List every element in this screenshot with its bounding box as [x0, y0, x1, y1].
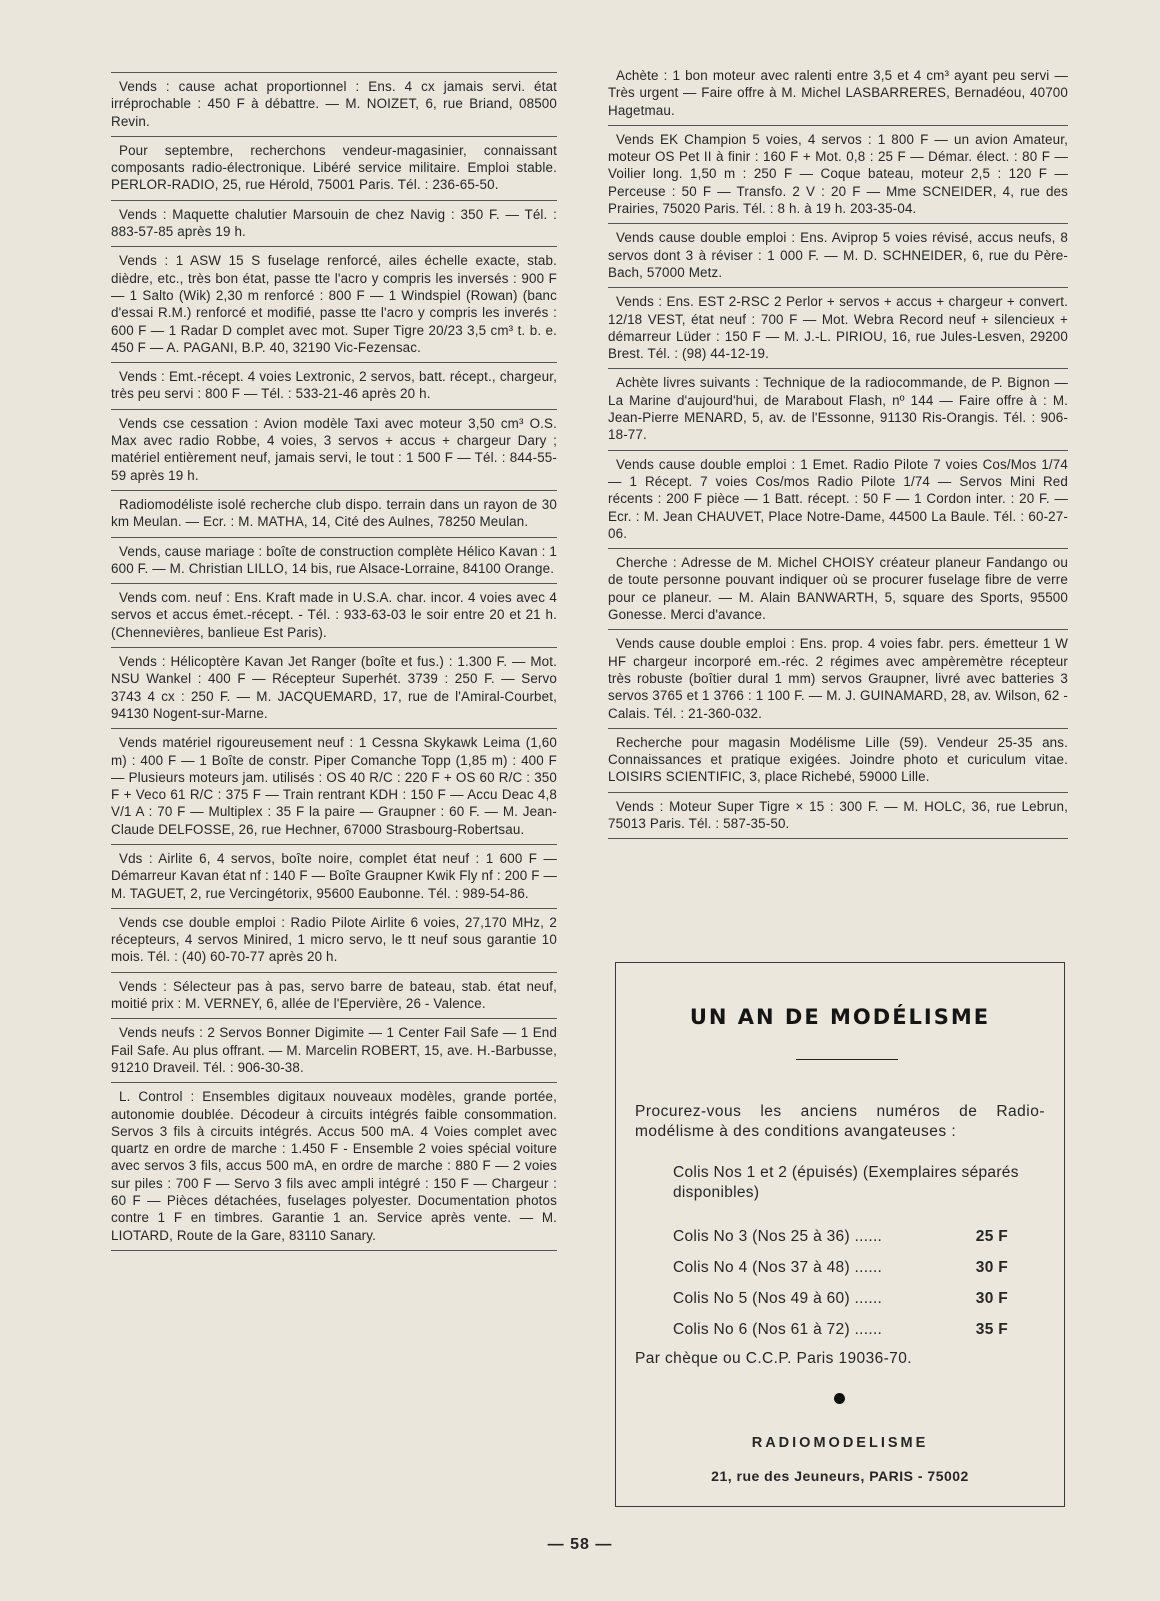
- classified-ad: Vends : Ens. EST 2-RSC 2 Perlor + servos + accus + chargeur + convert. 12/18 VEST, état neuf : 700 F — Mot. Webra Record neuf + silencieux + démarreur Lüder : 150 F — M. J.-L. PIRIOU, 16, rue Jules-Lesven, 29200 Brest. Tél. : (98) 44-12-19.: [608, 287, 1068, 368]
- subscription-box: [615, 962, 1065, 1507]
- classified-ad: Vends cause double emploi : Ens. prop. 4 voies fabr. pers. émetteur 1 W HF chargeur incorporé em.-réc. 2 régimes avec ampèremètre récepteur très robuste (boîtier dural 1 mm) servos Graupner, livré avec batteries 3 servos 3765 et 1 3766 : 1 100 F. — M. J. GUINAMARD, 28, av. Wilson, 62 - Calais. Tél. : 21-360-032.: [608, 629, 1068, 727]
- box-intro: Procurez-vous les anciens numéros de Radio-modélisme à des conditions avangateuses :: [635, 1103, 1045, 1140]
- left-column: [111, 72, 557, 1251]
- payment-info: Par chèque ou C.C.P. Paris 19036-70.: [635, 1350, 912, 1367]
- colis-row: [673, 1259, 1008, 1281]
- classified-ad: Radiomodéliste isolé recherche club dispo. terrain dans un rayon de 30 km Meulan. — Ecr. : M. MATHA, 14, Cité des Aulnes, 78250 Meulan.: [111, 490, 557, 537]
- publisher-name: RADIOMODELISME: [751, 1435, 929, 1451]
- box-title: UN AN DE MODÉLISME: [689, 1005, 991, 1029]
- title-divider: [796, 1059, 898, 1060]
- classified-ad: Vends : Sélecteur pas à pas, servo barre de bateau, stab. état neuf, moitié prix : M. VERNEY, 6, allée de l'Epervière, 26 - Valence.: [111, 972, 557, 1019]
- classified-ad: Vends : Emt.-récept. 4 voies Lextronic, 2 servos, batt. récept., chargeur, très peu servi : 800 F — Tél. : 533-21-46 après 20 h.: [111, 362, 557, 409]
- colis-price: 35 F: [975, 1321, 1008, 1338]
- classified-ad: Vends neufs : 2 Servos Bonner Digimite — 1 Center Fail Safe — 1 End Fail Safe. Au plus offrant. — M. Marcelin ROBERT, 15, ave. H.-Barbusse, 91210 Draveil. Tél. : 906-30-38.: [111, 1018, 557, 1082]
- classified-ad: Cherche : Adresse de M. Michel CHOISY créateur planeur Fandango ou de toute personne pouvant indiquer où se procurer fuselage fibre de verre pour ce planeur. — M. Alain BANWARTH, 5, square des Sports, 95500 Gonesse. Merci d'avance.: [608, 548, 1068, 629]
- classified-ad: Pour septembre, recherchons vendeur-magasinier, connaissant composants radio-électronique. Libéré service militaire. Emploi stable. PERLOR-RADIO, 25, rue Hérold, 75001 Paris. Tél. : 236-65-50.: [111, 136, 557, 200]
- classified-ad: Vends EK Champion 5 voies, 4 servos : 1 800 F — un avion Amateur, moteur OS Pet II à finir : 160 F + Mot. 0,8 : 25 F — Démar. élect. : 80 F — Voilier long. 1,50 m : 250 F — Coque bateau, moteur 2,5 : 120 F — Perceuse : 50 F — Transfo. 2 V : 20 F — Mme SCNEIDER, 4, rue des Prairies, 75020 Paris. Tél. : 8 h. à 19 h. 203-35-04.: [608, 125, 1068, 223]
- classified-ad: Achète : 1 bon moteur avec ralenti entre 3,5 et 4 cm³ ayant peu servi — Très urgent — Faire offre à M. Michel LASBARRERES, Bernadéou, 40700 Hagetmau.: [608, 68, 1068, 118]
- classified-ad: Vends cause double emploi : 1 Emet. Radio Pilote 7 voies Cos/Mos 1/74 — 1 Récept. 7 voies Cos/mos Radio Pilote 1/74 — Servos Mini Red récents : 200 F pièce — 1 Batt. récept. : 50 F — 1 Cordon inter. : 20 F. — Ecr. : M. Jean CHAUVET, Place Notre-Dame, 44500 La Baule. Tél. : 60-27-06.: [608, 450, 1068, 548]
- classified-ad: Vends, cause mariage : boîte de construction complète Hélico Kavan : 1 600 F. — M. Christian LILLO, 14 bis, rue Alsace-Lorraine, 84100 Orange.: [111, 537, 557, 584]
- colis-row: [673, 1321, 1008, 1343]
- classified-ad: Vends cse double emploi : Radio Pilote Airlite 6 voies, 27,170 MHz, 2 récepteurs, 4 servos Minired, 1 micro servo, le tt neuf sous garantie 10 mois. Tél. : (40) 60-70-77 après 20 h.: [111, 908, 557, 972]
- page-number: — 58 —: [547, 1536, 613, 1553]
- classified-ad: Vends : cause achat proportionnel : Ens. 4 cx jamais servi. état irréprochable : 450 F à débattre. — M. NOIZET, 6, rue Briand, 08500 Revin.: [111, 72, 557, 136]
- colis-price: 30 F: [975, 1259, 1008, 1276]
- classified-ad: Vends : 1 ASW 15 S fuselage renforcé, ailes échelle exacte, stab. dièdre, etc., très bon état, passe tte l'acro y compris les inversés : 900 F — 1 Salto (Wik) 2,30 m renforcé : 800 F — 1 Windspiel (Rowan) (banc d'essai R.M.) renforcé et modifié, passe tte l'acro y compris les inverés : 600 F — 1 Radar D complet avec mot. Super Tigre 20/23 3,5 cm³ t. b. e. 450 F — A. PAGANI, B.P. 40, 32190 Vic-Fezensac.: [111, 246, 557, 362]
- colis-price: 30 F: [975, 1290, 1008, 1307]
- colis-sold-out: Colis Nos 1 et 2 (épuisés) (Exemplaires séparés disponibles): [673, 1164, 1019, 1201]
- classified-ad: Vends : Moteur Super Tigre × 15 : 300 F. — M. HOLC, 36, rue Lebrun, 75013 Paris. Tél. : 587-35-50.: [608, 792, 1068, 840]
- colis-label: Colis No 3 (Nos 25 à 36) ......: [673, 1228, 883, 1245]
- classified-ad: Achète livres suivants : Technique de la radiocommande, de P. Bignon — La Marine d'aujourd'hui, de Marabout Flash, nº 144 — Faire offre à : M. Jean-Pierre MENARD, 5, av. de l'Essonne, 91130 Ris-Orangis. Tél. : 906-18-77.: [608, 368, 1068, 449]
- classified-ad: Recherche pour magasin Modélisme Lille (59). Vendeur 25-35 ans. Connaissances et pratique exigées. Joindre photo et curiculum vitae. LOISIRS SCIENTIFIC, 3, place Richebé, 59000 Lille.: [608, 728, 1068, 792]
- classified-ad: Vends matériel rigoureusement neuf : 1 Cessna Skykawk Leima (1,60 m) : 400 F — 1 Boîte de constr. Piper Comanche Topp (1,85 m) : 400 F — Plusieurs moteurs jam. utilisés : OS 40 R/C : 220 F + OS 60 R/C : 350 F + Veco 61 R/C : 375 F — Train rentrant KDH : 150 F — Accu Deac 4,8 V/1 A : 70 F — Multiplex : 35 F la paire — Graupner : 60 F. — M. Jean-Claude DELFOSSE, 26, rue Hechner, 67000 Strasbourg-Robertsau.: [111, 728, 557, 844]
- right-column: [608, 67, 1068, 839]
- bullet-dot: [834, 1393, 845, 1404]
- classified-ad: L. Control : Ensembles digitaux nouveaux modèles, grande portée, autonomie doublée. Décodeur à circuits intégrés faible consommation. Servos 3 fils à circuits intégrés. Accus 500 mA. 4 Voies complet avec quartz en ordre de marche : 1.450 F - Ensemble 2 voies spécial voiture avec servos 3 fils, accus 500 mA, en ordre de marche : 880 F — 2 voies sur piles : 700 F — Servo 3 fils avec ampli intégré : 150 F — Chargeur : 60 F — Pièces détachées, fuselages polyester. Documentation photos contre 1 F en timbres. Garantie 1 an. Service après vente. — M. LIOTARD, Route de la Gare, 83110 Sanary.: [111, 1082, 557, 1251]
- classified-ad: Vends cause double emploi : Ens. Aviprop 5 voies révisé, accus neufs, 8 servos dont 3 à réviser : 1 000 F. — M. D. SCHNEIDER, 6, rue du Père-Bach, 57000 Metz.: [608, 223, 1068, 287]
- colis-label: Colis No 4 (Nos 37 à 48) ......: [673, 1259, 883, 1276]
- colis-row: [673, 1290, 1008, 1312]
- classified-ad: Vends cse cessation : Avion modèle Taxi avec moteur 3,50 cm³ O.S. Max avec radio Robbe, 4 voies, 3 servos + accus + chargeur Dary ; matériel entièrement neuf, jamais servi, le tout : 1 500 F — Tél. : 844-55-59 après 19 h.: [111, 409, 557, 490]
- classified-ad: Vends : Maquette chalutier Marsouin de chez Navig : 350 F. — Tél. : 883-57-85 après 19 h.: [111, 200, 557, 247]
- classified-ad: Vds : Airlite 6, 4 servos, boîte noire, complet état neuf : 1 600 F — Démarreur Kavan état nf : 140 F — Boîte Graupner Kwik Fly nf : 200 F — M. TAGUET, 2, rue Vercingétorix, 95600 Eaubonne. Tél. : 989-54-86.: [111, 844, 557, 908]
- classified-ad: Vends : Hélicoptère Kavan Jet Ranger (boîte et fus.) : 1.300 F. — Mot. NSU Wankel : 400 F — Récepteur Superhét. 3739 : 250 F. — Servo 3743 4 cx : 250 F. — M. JACQUEMARD, 17, rue de l'Amiral-Courbet, 94130 Nogent-sur-Marne.: [111, 647, 557, 728]
- colis-label: Colis No 6 (Nos 61 à 72) ......: [673, 1321, 883, 1338]
- colis-label: Colis No 5 (Nos 49 à 60) ......: [673, 1290, 883, 1307]
- colis-price: 25 F: [975, 1228, 1008, 1245]
- publisher-address: 21, rue des Jeuneurs, PARIS - 75002: [711, 1468, 969, 1484]
- colis-row: [673, 1228, 1008, 1250]
- classified-ad: Vends com. neuf : Ens. Kraft made in U.S.A. char. incor. 4 voies avec 4 servos et accus émet.-récept. - Tél. : 933-63-03 le soir entre 20 et 21 h. (Chennevières, banlieue Est Paris).: [111, 583, 557, 647]
